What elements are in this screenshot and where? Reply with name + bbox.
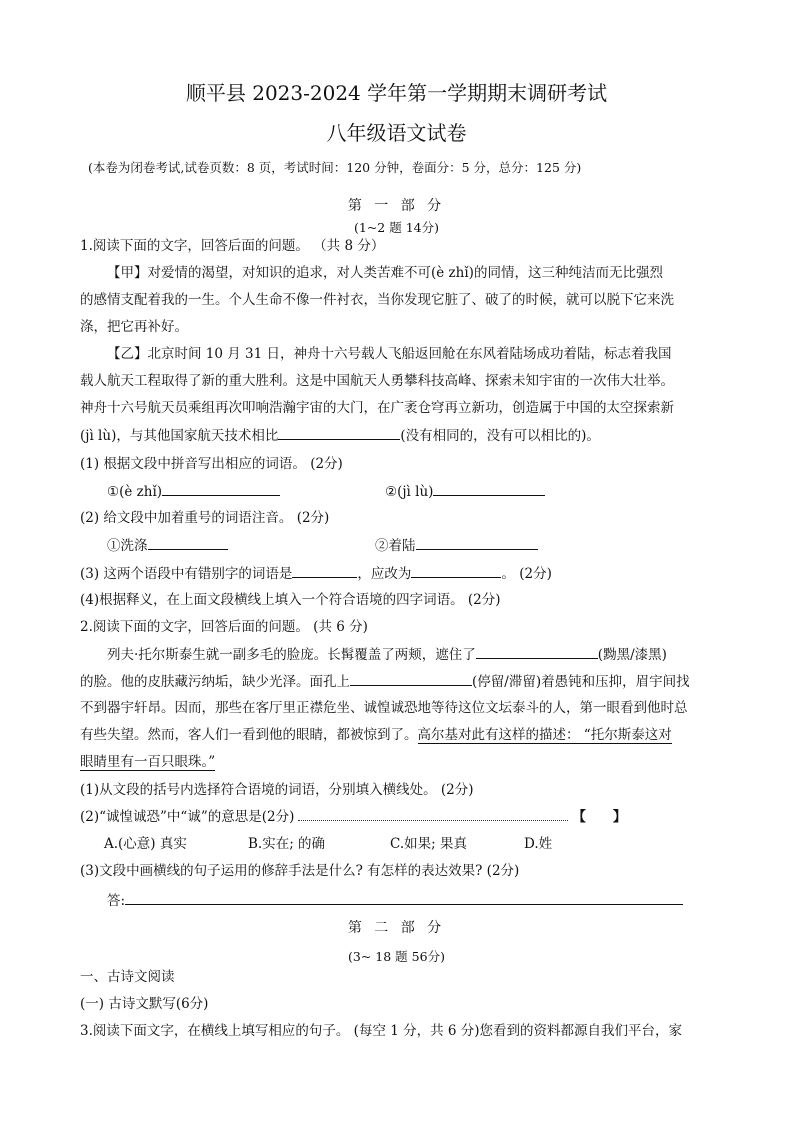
answer-label: 答: bbox=[107, 893, 126, 909]
q1-sub2a-blank[interactable] bbox=[148, 535, 228, 550]
q1-sub3-text: 。 (2分) bbox=[501, 566, 552, 582]
q2-option-a: A.(心意) 真实 bbox=[104, 836, 187, 852]
q1-yi-line: 【乙】北京时间 10 月 31 日，神舟十六号载人飞船返回舱在东风着陆场成功着陆，标志着我国 bbox=[107, 346, 672, 362]
q2-option-d: D.姓 bbox=[524, 836, 553, 852]
q1-sub2a-label: ①洗涤 bbox=[107, 538, 148, 554]
q2-para-line bbox=[80, 671, 690, 692]
q2-option-b: B.实在; 的确 bbox=[248, 836, 326, 852]
q1-sub3-blank-fix[interactable] bbox=[411, 563, 501, 578]
q2-blank-2[interactable] bbox=[350, 671, 472, 686]
q2-underlined-sentence: 眼睛里有一百只眼珠。” bbox=[80, 754, 216, 770]
part2-range: (3~ 18 题 56分) bbox=[348, 949, 445, 964]
q1-sub1a-label: ①(è zhǐ) bbox=[107, 484, 163, 500]
q1-jia-line: 【甲】对爱情的渴望，对知识的追求，对人类苦难不可(è zhǐ)的同情，这三种纯洁而无比强烈 bbox=[107, 265, 663, 281]
part1-range: (1~2 题 14分) bbox=[354, 220, 439, 235]
part2-heading: 第 二 部 分 bbox=[347, 920, 446, 936]
q1-stem: 1.阅读下面的文字，回答后面的问题。 （共 8 分） bbox=[80, 238, 385, 254]
q2-stem: 2.阅读下面的文字，回答后面的问题。 (共 6 分) bbox=[80, 619, 368, 635]
q1-sub2b bbox=[375, 535, 538, 556]
q2-sub2 bbox=[80, 807, 626, 827]
q1-sub2b-label: ②着陆 bbox=[375, 538, 416, 554]
q2-para-line bbox=[80, 752, 215, 772]
q2-underlined-sentence: 高尔基对此有这样的描述： “托尔斯泰这对 bbox=[417, 727, 672, 743]
q2-para-line bbox=[80, 725, 672, 745]
exam-title: 顺平县 2023-2024 学年第一学期期末调研考试 bbox=[185, 81, 608, 105]
q1-sub1: (1) 根据文段中拼音写出相应的词语。 (2分) bbox=[80, 456, 343, 472]
q1-jia-line: 涤，把它再补好。 bbox=[80, 319, 188, 335]
exam-note: (本卷为闭卷考试,试卷页数：8 页，考试时间：120 分钟，卷面分：5 分，总分：125 分) bbox=[88, 160, 582, 175]
q1-jia-line: 的感情支配着我的一生。个人生命不像一件衬衣，当你发现它脏了、破了的时候，就可以脱下它来洗 bbox=[80, 292, 674, 308]
q2-answer-blank[interactable] bbox=[125, 890, 683, 905]
q2-text: (停留/滞留)着愚钝和压抑，眉宇间找 bbox=[472, 674, 690, 690]
q1-yi-text: (没有相同的，没有可以相比的)。 bbox=[400, 428, 600, 444]
q1-sub2: (2) 给文段中加着重号的词语注音。 (2分) bbox=[80, 510, 330, 526]
q1-sub2b-blank[interactable] bbox=[416, 535, 538, 550]
q3-stem: 3.阅读下面文字，在横线上填写相应的句子。 (每空 1 分，共 6 分)您看到的资料都源自我们平台，家 bbox=[80, 1023, 683, 1039]
section-subheading: (一) 古诗文默写(6分) bbox=[80, 996, 209, 1012]
q1-sub3 bbox=[80, 563, 552, 584]
q1-sub1b bbox=[385, 481, 545, 502]
q2-para-line: 不到器宇轩昂。因而，那些在客厅里正襟危坐、诚惶诚恐地等待这位文坛泰斗的人，第一眼看到他时总 bbox=[80, 700, 688, 716]
q1-sub2a bbox=[107, 535, 228, 556]
q2-text: 的脸。他的皮肤藏污纳垢，缺少光泽。面孔上 bbox=[80, 674, 350, 690]
q2-sub3: (3)文段中画横线的句子运用的修辞手法是什么? 有怎样的表达效果? (2分) bbox=[80, 863, 520, 879]
q1-sub1a-blank[interactable] bbox=[162, 481, 280, 496]
q2-sub1: (1)从文段的括号内选择符合语境的词语，分别填入横线处。 (2分) bbox=[80, 782, 474, 798]
q1-sub4: (4)根据释义，在上面文段横线上填入一个符合语境的四字词语。 (2分) bbox=[80, 592, 501, 608]
q1-idiom-blank[interactable] bbox=[278, 425, 400, 440]
q1-yi-line: 载人航天工程取得了新的重大胜利。这是中国航天人勇攀科技高峰、探索未知宇宙的一次伟大壮举。 bbox=[80, 373, 674, 389]
q1-sub3-text: (3) 这两个语段中有错别字的词语是 bbox=[80, 566, 293, 582]
q1-yi-line: 神舟十六号航天员乘组再次叩响浩瀚宇宙的大门，在广袤仓穹再立新功，创造属于中国的太空探索新 bbox=[80, 400, 674, 416]
q1-sub1b-blank[interactable] bbox=[433, 481, 545, 496]
q1-yi-line bbox=[80, 425, 600, 446]
q2-para-line bbox=[107, 644, 667, 665]
q1-sub3-blank-word[interactable] bbox=[292, 563, 357, 578]
q1-sub1b-label: ②(jì lù) bbox=[385, 484, 434, 500]
q2-answer-line bbox=[107, 890, 683, 911]
q2-blank-1[interactable] bbox=[476, 644, 598, 659]
exam-subtitle: 八年级语文试卷 bbox=[326, 121, 467, 145]
q1-sub1a bbox=[107, 481, 280, 502]
answer-bracket[interactable]: 【 】 bbox=[572, 809, 627, 825]
q2-text: 列夫·托尔斯泰生就一副多毛的脸庞。长髯覆盖了两颊，遮住了 bbox=[107, 647, 476, 663]
q2-option-c: C.如果; 果真 bbox=[390, 836, 467, 852]
q2-text: (黝黑/漆黑) bbox=[597, 647, 667, 663]
q1-yi-text: (jì lù)，与其他国家航天技术相比 bbox=[80, 428, 279, 444]
q2-text: 有些失望。然而，客人们一看到他的眼睛，都被惊到了。 bbox=[80, 727, 418, 743]
q2-sub2-text: (2)“诚惶诚恐”中“诚”的意思是(2分) bbox=[80, 809, 295, 825]
leader-dots bbox=[298, 810, 568, 821]
q1-sub3-text: ，应改为 bbox=[357, 566, 412, 582]
section-heading: 一、古诗文阅读 bbox=[80, 969, 175, 985]
part1-heading: 第 一 部 分 bbox=[347, 198, 446, 214]
